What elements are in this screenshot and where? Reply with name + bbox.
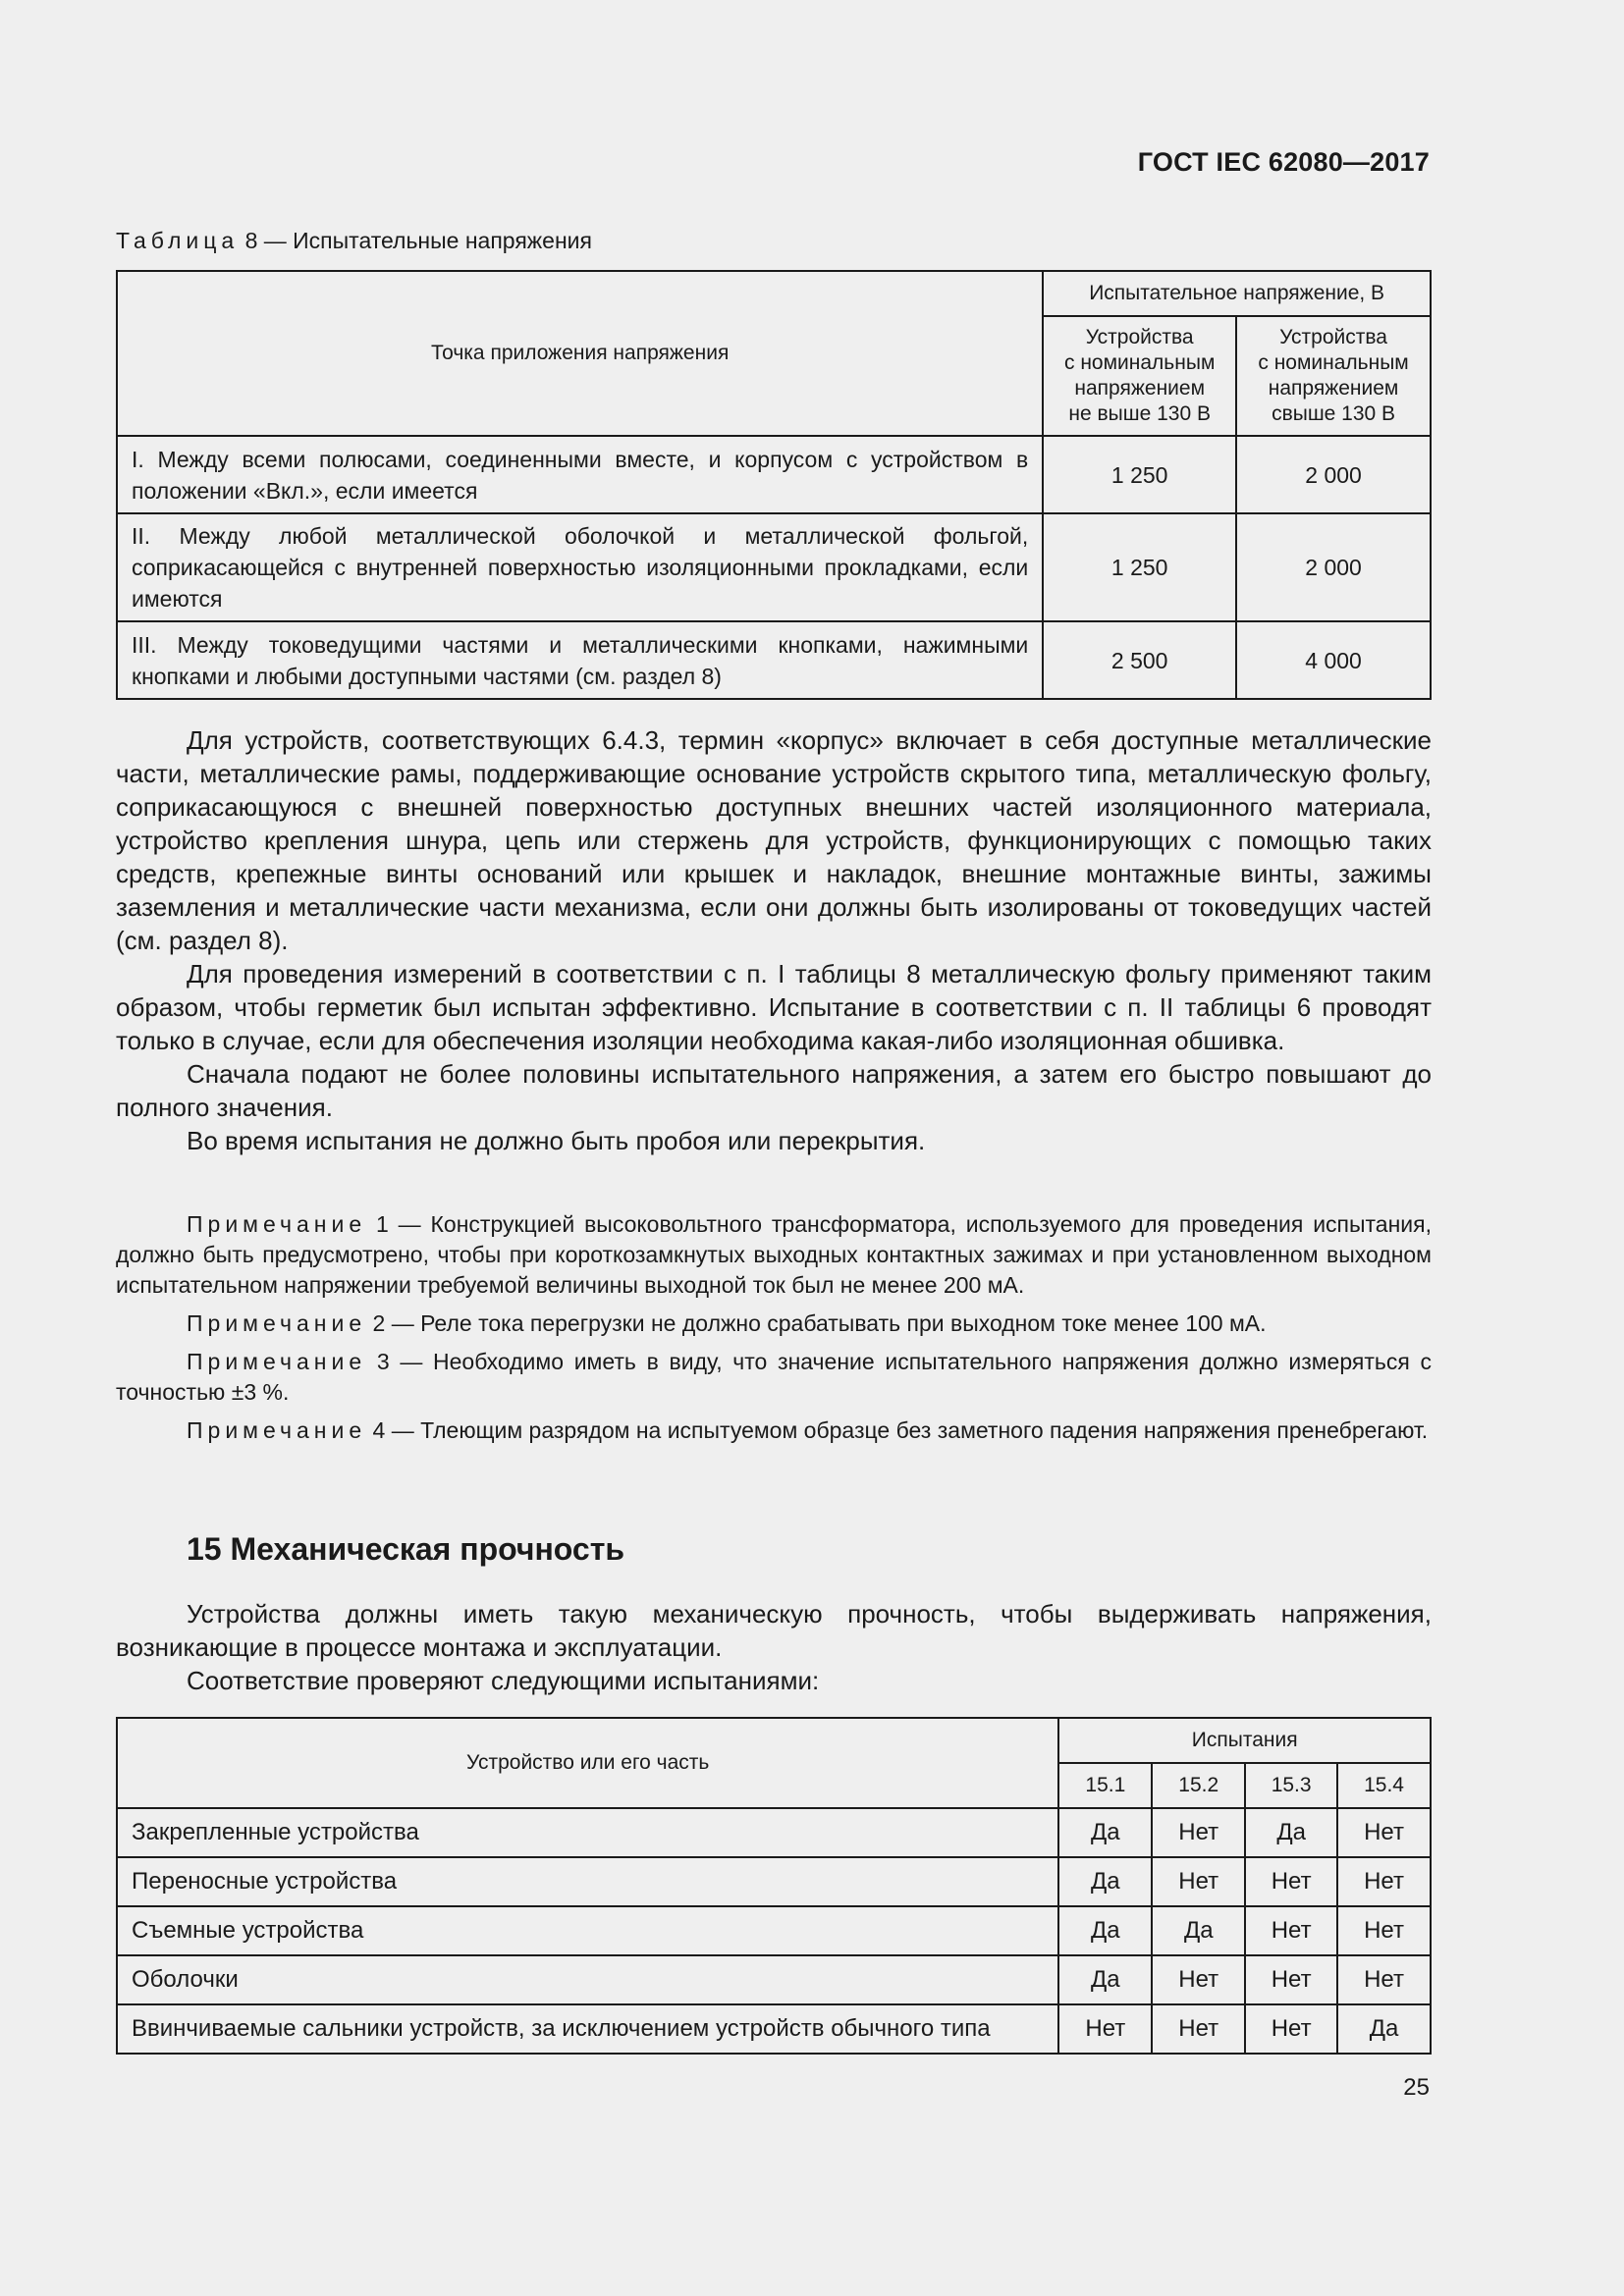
- table8-caption-title: 8 — Испытательные напряжения: [239, 228, 592, 253]
- table-row: [117, 1906, 1431, 1955]
- paragraph: Для устройств, соответствующих 6.4.3, термин «корпус» включает в себя доступные металлические части, металлические рамы, поддерживающие основание устройств скрытого типа, металлическую фольгу, соприкасающуюся с внешней поверхностью доступных внешних частей изоляционного материала, устройство крепления шнура, цепь или стержень для устройств, функционирующих с помощью таких средств, крепежные винты оснований или крышек и накладок, внешние монтажные винты, зажимы заземления и металлические части механизма, если они должны быть изолированы от токоведущих частей (см. раздел 8).: [116, 725, 1432, 955]
- note-label: Примечание: [187, 1310, 367, 1336]
- page-number: 25: [1403, 2074, 1430, 2101]
- table15-test-number: 15.4: [1337, 1763, 1431, 1808]
- table15-cell: Да: [1058, 1857, 1152, 1906]
- header-low-line: не выше 130 В: [1068, 402, 1211, 425]
- table15-cell: Нет: [1337, 1955, 1431, 2004]
- table15-row-label: Съемные устройства: [117, 1906, 1058, 1955]
- table15-test-number: 15.1: [1058, 1763, 1152, 1808]
- paragraph: Соответствие проверяют следующими испытаниями:: [187, 1666, 820, 1695]
- table-row: [117, 2004, 1431, 2054]
- table15-row-label: Ввинчиваемые сальники устройств, за исключением устройств обычного типа: [117, 2004, 1058, 2054]
- table8-header-point: Точка приложения напряжения: [117, 271, 1043, 436]
- table15-header-tests: Испытания: [1058, 1718, 1431, 1763]
- table15-cell: Да: [1058, 1955, 1152, 2004]
- table15-cell: Нет: [1245, 1906, 1337, 1955]
- table15-cell: Нет: [1152, 1955, 1245, 2004]
- table-row: [117, 513, 1431, 621]
- paragraph: Сначала подают не более половины испытательного напряжения, а затем его быстро повышают до полного значения.: [116, 1059, 1432, 1122]
- paragraph: Устройства должны иметь такую механическую прочность, чтобы выдерживать напряжения, возникающие в процессе монтажа и эксплуатации.: [116, 1599, 1432, 1662]
- header-low-line: напряжением: [1074, 377, 1206, 400]
- header-low-line: Устройства: [1085, 326, 1194, 348]
- table-row: [117, 621, 1431, 699]
- table15-cell: Нет: [1337, 1857, 1431, 1906]
- table8-value-low: 2 500: [1043, 621, 1236, 699]
- table-row: [117, 1955, 1431, 2004]
- table15-cell: Да: [1152, 1906, 1245, 1955]
- table-row: [117, 436, 1431, 513]
- table8-header-low: [1043, 316, 1236, 436]
- table8: [116, 270, 1432, 700]
- table15-cell: Да: [1058, 1906, 1152, 1955]
- table15-cell: Нет: [1245, 2004, 1337, 2054]
- note: [116, 1308, 1432, 1339]
- note-label: Примечание: [187, 1211, 367, 1237]
- table-row: [117, 1857, 1431, 1906]
- header-high-line: напряжением: [1268, 377, 1399, 400]
- table15-row-label: Оболочки: [117, 1955, 1058, 2004]
- note-text: 3 — Необходимо иметь в виду, что значение испытательного напряжения должно измеряться с точностью ±3 %.: [116, 1349, 1432, 1405]
- note: [116, 1209, 1432, 1301]
- paragraph: Во время испытания не должно быть пробоя или перекрытия.: [187, 1126, 926, 1155]
- table8-value-high: 2 000: [1236, 513, 1431, 621]
- table-row: [117, 1808, 1431, 1857]
- header-low-line: с номинальным: [1064, 351, 1216, 374]
- note-text: 1 — Конструкцией высоковольтного трансформатора, используемого для проведения испытания, должно быть предусмотрено, чтобы при короткозамкнутых выходных контактных зажимах и при установленном выходном испытательном напряжении требуемой величины выходной ток был не менее 200 мА.: [116, 1211, 1432, 1298]
- note-label: Примечание: [187, 1349, 367, 1374]
- table15-cell: Нет: [1337, 1906, 1431, 1955]
- table15-cell: Нет: [1337, 1808, 1431, 1857]
- header-high-line: свыше 130 В: [1272, 402, 1396, 425]
- note-text: 2 — Реле тока перегрузки не должно срабатывать при выходном токе менее 100 мА.: [366, 1310, 1267, 1336]
- table8-header-voltage: Испытательное напряжение, В: [1043, 271, 1431, 316]
- table15-cell: Да: [1058, 1808, 1152, 1857]
- table8-value-low: 1 250: [1043, 513, 1236, 621]
- table15-row-label: Переносные устройства: [117, 1857, 1058, 1906]
- notes: [116, 1209, 1432, 1454]
- table15-cell: Да: [1337, 2004, 1431, 2054]
- section15-paragraphs: [116, 1597, 1432, 1697]
- section-heading: 15 Механическая прочность: [187, 1531, 625, 1567]
- table15-cell: Нет: [1152, 2004, 1245, 2054]
- table8-caption: [116, 228, 592, 254]
- note: [116, 1347, 1432, 1408]
- table15-header-device: Устройство или его часть: [117, 1718, 1058, 1808]
- header-high-line: с номинальным: [1258, 351, 1409, 374]
- table15-cell: Нет: [1152, 1857, 1245, 1906]
- table8-value-low: 1 250: [1043, 436, 1236, 513]
- table8-value-high: 2 000: [1236, 436, 1431, 513]
- standard-header: ГОСТ IEC 62080—2017: [1137, 147, 1430, 177]
- note-label: Примечание: [187, 1417, 367, 1443]
- table15-row-label: Закрепленные устройства: [117, 1808, 1058, 1857]
- table15-cell: Нет: [1245, 1955, 1337, 2004]
- table15-cell: Нет: [1058, 2004, 1152, 2054]
- paragraph: Для проведения измерений в соответствии с п. I таблицы 8 металлическую фольгу применяют таким образом, чтобы герметик был испытан эффективно. Испытание в соответствии с п. II таблицы 6 проводят только в случае, если для обеспечения изоляции необходима какая-либо изоляционная обшивка.: [116, 959, 1432, 1055]
- header-high-line: Устройства: [1279, 326, 1387, 348]
- table8-header-high: [1236, 316, 1431, 436]
- table8-value-high: 4 000: [1236, 621, 1431, 699]
- table8-row-text: III. Между токоведущими частями и металлическими кнопками, нажимными кнопками и любыми доступными частями (см. раздел 8): [117, 621, 1043, 699]
- note-text: 4 — Тлеющим разрядом на испытуемом образце без заметного падения напряжения пренебрегают.: [366, 1417, 1429, 1443]
- table8-caption-prefix: Таблица: [116, 228, 240, 253]
- table8-row-text: II. Между любой металлической оболочкой и металлической фольгой, соприкасающейся с внутренней поверхностью изоляционными прокладками, если имеются: [117, 513, 1043, 621]
- table15-cell: Нет: [1245, 1857, 1337, 1906]
- table15-test-number: 15.3: [1245, 1763, 1337, 1808]
- table15-cell: Да: [1245, 1808, 1337, 1857]
- body-paragraphs: [116, 723, 1432, 1157]
- note: [116, 1415, 1432, 1446]
- table15-test-number: 15.2: [1152, 1763, 1245, 1808]
- table8-row-text: I. Между всеми полюсами, соединенными вместе, и корпусом с устройством в положении «Вкл.», если имеется: [117, 436, 1043, 513]
- table15-cell: Нет: [1152, 1808, 1245, 1857]
- table15: [116, 1717, 1432, 2055]
